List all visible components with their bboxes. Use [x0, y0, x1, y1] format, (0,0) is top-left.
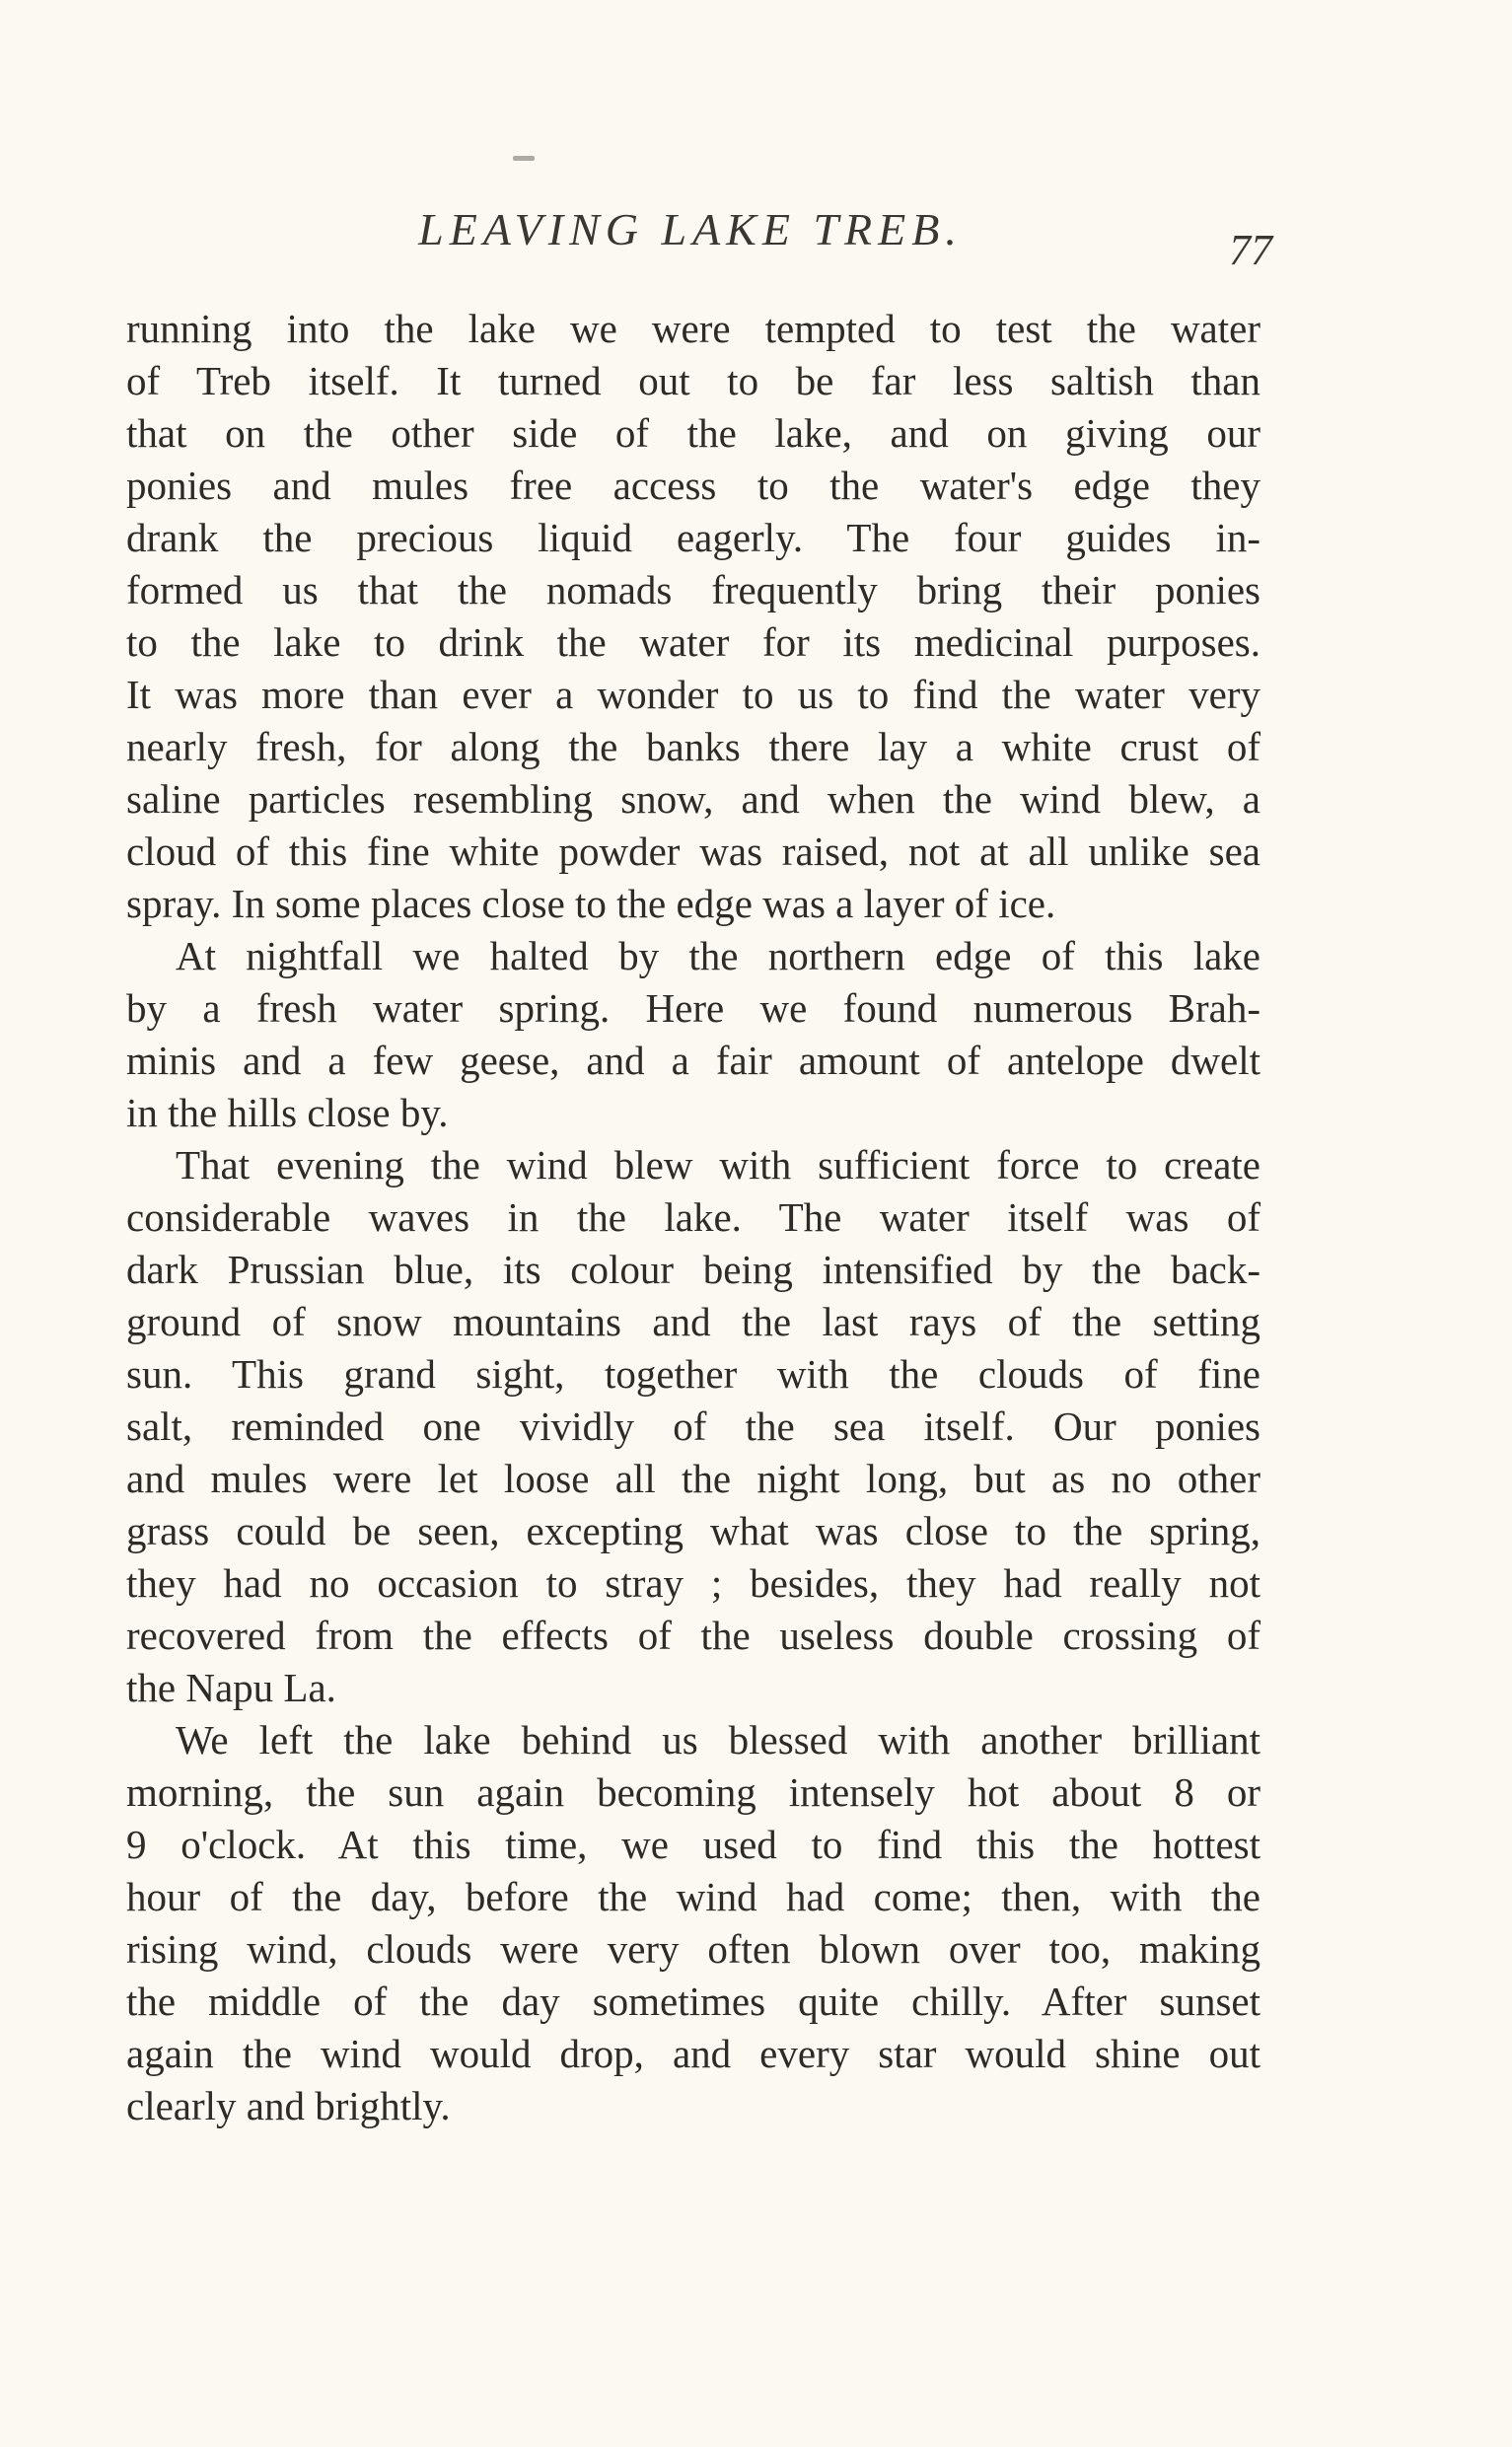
text-line: salt, reminded one vividly of the sea itself. Our ponies — [126, 1403, 1260, 1449]
text-line: morning, the sun again becoming intensely hot about 8 or — [126, 1769, 1260, 1815]
text-line: again the wind would drop, and every star would shine out — [126, 2031, 1260, 2076]
text-line: considerable waves in the lake. The water itself was of — [126, 1194, 1260, 1240]
text-line: cloud of this fine white powder was raised, not at all unlike sea — [126, 828, 1260, 874]
text-line: It was more than ever a wonder to us to find the water very — [126, 672, 1260, 717]
text-line: in the hills close by. — [126, 1090, 449, 1135]
text-line: of Treb itself. It turned out to be far less saltish than — [126, 358, 1260, 403]
text-line: nearly fresh, for along the banks there lay a white crust of — [126, 724, 1260, 769]
paragraph-first-line: We left the lake behind us blessed with another brilliant — [176, 1717, 1260, 1763]
text-line: they had no occasion to stray ; besides, they had really not — [126, 1560, 1260, 1606]
text-line: hour of the day, before the wind had come; then, with the — [126, 1874, 1260, 1919]
page-number: 77 — [1229, 226, 1272, 274]
paragraph-first-line: At nightfall we halted by the northern edge of this lake — [176, 933, 1260, 978]
text-line: running into the lake we were tempted to test the water — [126, 306, 1260, 351]
text-line: dark Prussian blue, its colour being intensified by the back- — [126, 1247, 1260, 1292]
text-line: saline particles resembling snow, and when the wind blew, a — [126, 776, 1260, 822]
paragraph-first-line: That evening the wind blew with sufficient force to create — [176, 1142, 1260, 1188]
text-line: sun. This grand sight, together with the clouds of fine — [126, 1351, 1260, 1397]
text-line: the middle of the day sometimes quite chilly. After sunset — [126, 1979, 1260, 2024]
text-line: drank the precious liquid eagerly. The four guides in- — [126, 515, 1260, 560]
text-line: rising wind, clouds were very often blown over too, making — [126, 1926, 1260, 1972]
running-head: LEAVING LAKE TREB. — [418, 204, 963, 254]
text-line: to the lake to drink the water for its medicinal purposes. — [126, 619, 1260, 665]
text-line: recovered from the effects of the useless double crossing of — [126, 1613, 1260, 1658]
text-line: ground of snow mountains and the last rays of the setting — [126, 1299, 1260, 1344]
text-line: the Napu La. — [126, 1665, 336, 1710]
text-line: 9 o'clock. At this time, we used to find this the hottest — [126, 1822, 1260, 1867]
text-line: formed us that the nomads frequently bring their ponies — [126, 567, 1260, 612]
text-line: minis and a few geese, and a fair amount of antelope dwelt — [126, 1038, 1260, 1083]
text-line: that on the other side of the lake, and on giving our — [126, 410, 1260, 456]
text-line: spray. In some places close to the edge was a layer of ice. — [126, 881, 1056, 926]
text-line: and mules were let loose all the night long, but as no other — [126, 1456, 1260, 1501]
ink-speck — [513, 156, 535, 161]
text-line: clearly and brightly. — [126, 2083, 451, 2128]
text-line: grass could be seen, excepting what was close to the spring, — [126, 1508, 1260, 1553]
text-line: by a fresh water spring. Here we found numerous Brah- — [126, 985, 1260, 1031]
body-text — [126, 302, 1260, 2128]
text-line: ponies and mules free access to the water's edge they — [126, 463, 1260, 508]
